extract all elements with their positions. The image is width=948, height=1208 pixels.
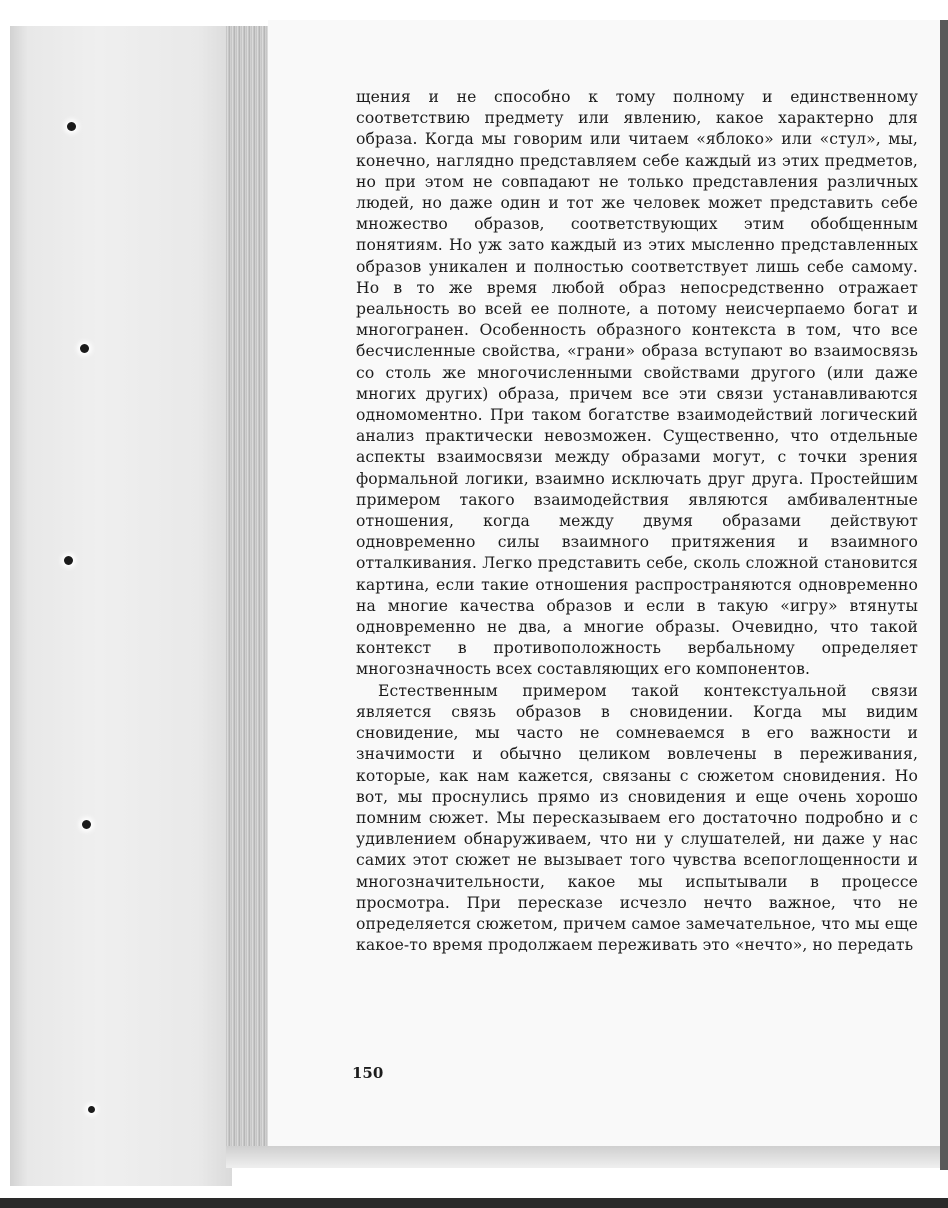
punch-hole — [64, 556, 73, 565]
paragraph: щения и не способно к тому полному и единственному соответствию предмету или явлению, какое характерно для образа. Когда мы говорим или читаем «яблоко» или «стул», мы, конечно, наглядно представляем себе каждый из этих предметов, но при этом не совпадают не только представления различных людей, но даже один и тот же человек может представить себе множество образов, соответствующих этим обобщенным понятиям. Но уж зато каждый из этих мысленно представленных образов уникален и полностью соответствует лишь себе самому. Но в то же время любой образ непосредственно отражает реальность во всей ее полноте, а потому неисчерпаемо богат и многогранен. Особенность образного контекста в том, что все бесчисленные свойства, «грани» образа вступают во взаимосвязь со столь же многочисленными свойствами другого (или даже многих других) образа, причем все эти связи устанавливаются одномоментно. При таком богатстве взаимодействий логический анализ практически невозможен. Существенно, что отдельные аспекты взаимосвязи между образами могут, с точки зрения формальной логики, взаимно исключать друг друга. Простейшим примером такого взаимодействия являются амбивалентные отношения, когда между двумя образами действуют одновременно силы взаимного притяжения и взаимного отталкивания. Легко представить себе, сколь сложной становится картина, если такие отношения распространяются одновременно на многие качества образов и если в такую «игру» втянуты одновременно не два, а многие образы. Очевидно, что такой контекст в противоположность вербальному определяет многозначность всех составляющих его компонентов. — [356, 88, 918, 679]
punch-hole — [88, 1106, 95, 1113]
scan-edge — [940, 20, 948, 1170]
scan-border — [0, 1198, 948, 1208]
body-text — [356, 87, 918, 956]
paragraph: Естественным примером такой контекстуальной связи является связь образов в сновидении. Когда мы видим сновидение, мы часто не сомневаемся в его важности и значимости и обычно целиком вовлечены в переживания, которые, как нам кажется, связаны с сюжетом сновидения. Но вот, мы проснулись прямо из сновидения и еще очень хорошо помним сюжет. Мы пересказываем его достаточно подробно и с удивлением обнаруживаем, что ни у слушателей, ни даже у нас самих этот сюжет не вызывает того чувства всепоглощенности и многозначительности, какое мы испытывали в процессе просмотра. При пересказе исчезло нечто важное, что не определяется сюжетом, причем самое замечательное, что мы еще какое-то время продолжаем переживать это «нечто», но передать — [356, 681, 918, 955]
binder-margin — [10, 26, 232, 1186]
page-edges — [226, 26, 272, 1146]
punch-hole — [82, 820, 91, 829]
page-shadow — [226, 1146, 942, 1168]
punch-hole — [67, 122, 76, 131]
punch-hole — [80, 344, 89, 353]
page-number: 150 — [352, 1064, 384, 1082]
